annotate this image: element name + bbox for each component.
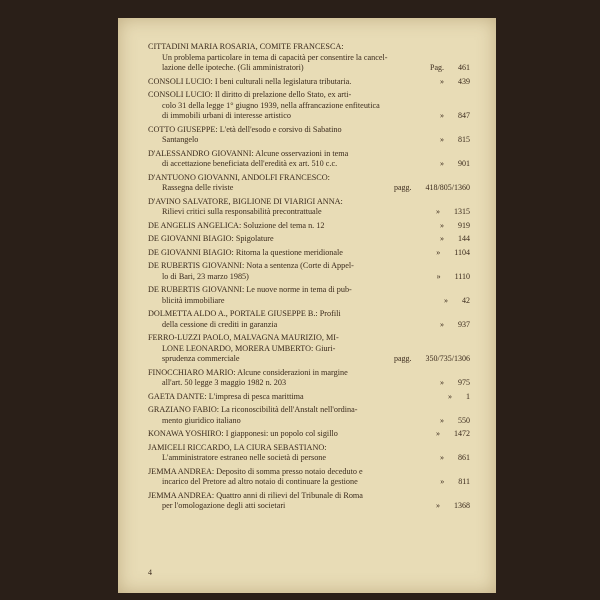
index-entry [148,309,470,330]
index-entry [148,125,470,146]
index-entry [148,261,470,282]
entry-line [148,296,470,307]
entry-page-number: 811 [458,477,470,486]
entry-page-prefix: » [440,378,444,387]
entry-page-number: 1104 [454,247,470,257]
entry-line: DOLMETTA ALDO A., PORTALE GIUSEPPE B.: Profili [148,309,341,318]
entry-line [148,207,470,218]
entry-page-prefix: » [440,477,445,486]
entry-page-prefix: » [436,247,441,257]
entry-page-prefix: Pag. [430,63,444,72]
entry-page-number: 847 [458,111,470,120]
index-entry [148,90,470,122]
entry-line: D'ALESSANDRO GIOVANNI: Alcune osservazioni in tema [148,148,349,158]
entry-line: D'AVINO SALVATORE, BIGLIONE DI VIARIGI ANNA: [148,196,343,206]
entry-line: JAMICELI RICCARDO, LA CIURA SEBASTIANO: [148,442,327,452]
index-entry [148,491,470,512]
entry-page-ref [436,207,470,218]
entry-line [148,135,470,146]
entry-line: JEMMA ANDREA: Deposito di somma presso notaio deceduto e [148,466,363,476]
entry-line: FERRO-LUZZI PAOLO, MALVAGNA MAURIZIO, MI- [148,333,339,342]
index-entry [148,234,470,245]
entry-text: di accettazione beneficiata dell'eredità ex art. 510 c.c. [162,159,338,168]
entry-page-ref [440,234,470,245]
entry-line [148,248,470,259]
entry-line: DE RUBERTIS GIOVANNI: Le nuove norme in tema di pub- [148,285,352,294]
entry-line [148,477,470,488]
entry-page-prefix: » [440,135,444,144]
index-entry [148,333,470,365]
entry-text: blicità immobiliare [162,295,225,305]
entry-page-prefix: » [440,415,444,425]
entry-text: Santangelo [162,135,199,144]
entry-line: DE RUBERTIS GIOVANNI: Nota a sentenza (Corte di Appel- [148,261,354,270]
entry-page-number: 937 [458,319,470,329]
entry-page-number: 1 [466,391,470,401]
entry-page-ref [440,320,470,331]
entry-page-prefix: » [436,429,440,438]
entry-page-ref [440,378,470,389]
entry-page-prefix: » [440,319,444,329]
entry-page-prefix: » [440,111,444,120]
entry-page-number: 418/805/1360 [425,183,470,192]
index-entry [148,221,470,232]
index-page [118,18,496,593]
entry-line: GRAZIANO FABIO: La riconoscibilità dell'Anstalt nell'ordina- [148,405,358,414]
entry-page-ref [440,416,470,427]
entry-line [148,111,470,122]
entry-line [148,378,470,389]
index-entry [148,173,470,194]
entry-page-number: 550 [458,415,470,425]
index-entry [148,248,470,259]
entry-page-ref [437,272,470,283]
entry-line [148,234,470,245]
entry-page-prefix: » [440,453,444,462]
entry-page-ref [436,501,470,512]
index-entry [148,77,470,88]
index-entry [148,368,470,389]
entry-text: GAETA DANTE: L'impresa di pesca marittima [148,391,304,401]
entry-page-ref [436,248,470,259]
entry-line [148,392,470,403]
entry-text: sprudenza commerciale [162,354,240,363]
entry-text: incarico del Pretore ad altro notaio di continuare la gestione [162,477,358,486]
entry-text: della cessione di crediti in garanzia [162,319,278,329]
entry-page-number: 861 [458,453,470,462]
entry-page-ref [430,63,470,74]
entry-page-number: 1368 [454,501,470,510]
entry-page-ref [394,354,470,365]
entry-line [148,501,470,512]
index-entry [148,285,470,306]
entry-line [148,453,470,464]
entry-line [148,272,470,283]
entry-page-prefix: » [436,207,440,216]
entry-text: per l'omologazione degli atti societari [162,501,286,510]
entry-page-prefix: » [444,295,448,305]
entry-page-prefix: pagg. [393,183,412,192]
entry-line: CITTADINI MARIA ROSARIA, COMITE FRANCESCA: [148,42,344,51]
entry-line: D'ANTUONO GIOVANNI, ANDOLFI FRANCESCO: [148,172,330,182]
entry-page-number: 919 [458,220,470,230]
entry-page-number: 439 [458,76,470,86]
entry-line [148,429,470,440]
index-entry [148,467,470,488]
entry-line [148,159,470,170]
entry-page-prefix: » [436,501,440,510]
entry-text: Rilievi critici sulla responsabilità precontrattuale [162,207,322,216]
entry-line [148,63,470,74]
entry-line: CONSOLI LUCIO: Il diritto di prelazione dello Stato, ex arti- [148,90,352,99]
entry-page-prefix: » [440,76,444,86]
entry-text: CONSOLI LUCIO: I beni culturali nella legislatura tributaria. [148,76,352,86]
entry-line [148,320,470,331]
entry-line [148,354,470,365]
index-entry [148,405,470,426]
page-number: 4 [148,568,152,577]
entry-line: COTTO GIUSEPPE: L'età dell'esodo e corsivo di Sabatino [148,124,342,134]
entry-page-prefix: » [448,391,452,401]
entry-page-ref [440,453,470,464]
entry-page-number: 975 [458,378,470,387]
entry-text: L'amministratore estraneo nelle società di persone [162,453,327,462]
entry-text: all'art. 50 legge 3 maggio 1982 n. 203 [162,378,287,387]
entry-page-prefix: » [440,159,444,168]
entry-text: KONAWA YOSHIRO: I giapponesi: un popolo col sigillo [148,429,338,438]
entry-line: LONE LEONARDO, MORERA UMBERTO: Giuri- [162,343,336,353]
entry-line: JEMMA ANDREA: Quattro anni di rilievi del Tribunale di Roma [148,490,363,500]
entry-page-ref [436,429,470,440]
entry-page-number: 350/735/1306 [425,354,470,363]
index-entry [148,443,470,464]
entry-text: Rassegna delle riviste [162,183,234,192]
entry-text: DE GIOVANNI BIAGIO: Spigolature [148,234,274,243]
entry-line [148,183,470,194]
entry-text: lazione delle ipoteche. (Gli amministratori) [162,63,304,72]
entry-page-number: 461 [458,63,470,72]
entry-text: DE ANGELIS ANGELICA: Soluzione del tema n. 12 [148,220,325,230]
entry-text: lo di Bari, 23 marzo 1985) [162,271,249,281]
entry-text: di immobili urbani di interesse artistico [162,111,291,120]
entry-line [148,77,470,88]
index-entry [148,197,470,218]
entry-page-number: 901 [458,159,470,168]
entry-page-prefix: » [440,220,444,230]
entry-line: Un problema particolare in tema di capacità per consentire la cancel- [162,52,388,62]
entry-line [148,221,470,232]
entry-page-number: 42 [462,295,470,305]
index-entry [148,149,470,170]
entry-text: mento giuridico italiano [162,415,241,425]
entry-page-ref [440,135,470,146]
entry-page-number: 1110 [454,271,470,281]
index-entry [148,392,470,403]
entry-line: colo 31 della legge 1° giugno 1939, nella affrancazione enfiteutica [162,100,380,110]
entry-page-number: 815 [458,135,470,144]
author-index-list [148,42,470,515]
entry-page-number: 1472 [454,429,470,438]
entry-page-prefix: » [436,271,441,281]
index-entry [148,42,470,74]
entry-page-ref [440,221,470,232]
entry-page-ref [440,159,470,170]
entry-page-prefix: » [440,234,444,243]
entry-page-number: 144 [458,234,470,243]
entry-page-ref [448,392,470,403]
entry-line [148,416,470,427]
entry-text: DE GIOVANNI BIAGIO: Ritorna la questione meridionale [148,247,343,257]
entry-page-number: 1315 [454,207,470,216]
entry-page-prefix: pagg. [393,354,412,363]
index-entry [148,429,470,440]
entry-page-ref [444,296,470,307]
entry-page-ref [394,183,470,194]
entry-page-ref [440,477,470,488]
entry-page-ref [440,77,470,88]
entry-line: FINOCCHIARO MARIO: Alcune considerazioni in margine [148,367,348,377]
entry-page-ref [440,111,470,122]
